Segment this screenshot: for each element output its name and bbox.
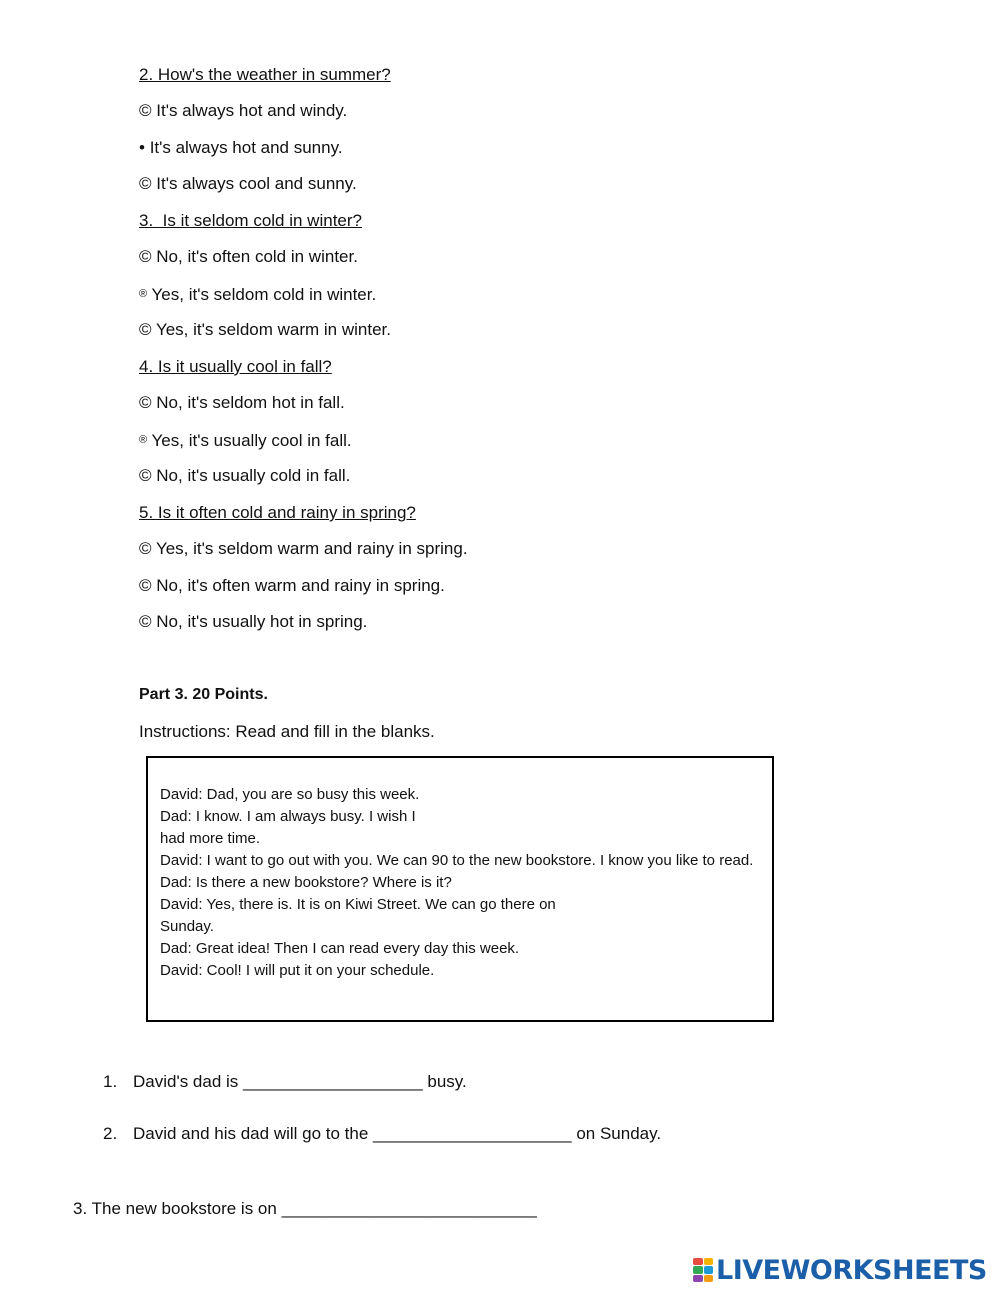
dialogue-line: Dad: Is there a new bookstore? Where is it? — [160, 874, 452, 891]
part3-instructions: Instructions: Read and fill in the blanks. — [139, 722, 435, 741]
option-2c[interactable]: © It's always cool and sunny. — [139, 174, 357, 193]
option-marker: © — [139, 539, 152, 558]
option-2a[interactable]: © It's always hot and windy. — [139, 101, 348, 120]
blank-input-2[interactable]: _____________________ — [373, 1124, 572, 1143]
fill-item-1: 1. David's dad is ___________________ busy. — [103, 1072, 467, 1091]
option-marker: © — [139, 101, 152, 120]
dialogue-line: David: Cool! I will put it on your schedule. — [160, 962, 435, 979]
dialogue-line: David: Yes, there is. It is on Kiwi Street. We can go there on — [160, 896, 556, 913]
dialogue-box — [146, 756, 774, 1022]
option-4a[interactable]: © No, it's seldom hot in fall. — [139, 393, 345, 412]
question-3: 3. Is it seldom cold in winter? — [139, 211, 362, 230]
liveworksheets-logo — [693, 1254, 987, 1286]
option-4b[interactable]: ® Yes, it's usually cool in fall. — [139, 431, 352, 450]
dialogue-line: David: I want to go out with you. We can 90 to the new bookstore. I know you like to read. — [160, 852, 754, 869]
option-4c[interactable]: © No, it's usually cold in fall. — [139, 466, 351, 485]
option-marker: © — [139, 393, 152, 412]
dialogue-line: Sunday. — [160, 918, 214, 935]
question-4: 4. Is it usually cool in fall? — [139, 357, 332, 376]
option-marker: © — [139, 612, 152, 631]
option-3a[interactable]: © No, it's often cold in winter. — [139, 247, 358, 266]
option-marker: ® — [139, 434, 148, 446]
question-5: 5. Is it often cold and rainy in spring? — [139, 503, 416, 522]
part3-heading: Part 3. 20 Points. — [139, 686, 268, 703]
logo-mark-icon — [693, 1258, 713, 1282]
option-marker: © — [139, 174, 152, 193]
option-marker: • — [139, 138, 145, 157]
question-2: 2. How's the weather in summer? — [139, 65, 391, 84]
option-marker: © — [139, 576, 152, 595]
item-number: 3. — [73, 1199, 88, 1218]
fill-item-3: 3. The new bookstore is on ___________________________ — [73, 1199, 537, 1218]
option-marker: © — [139, 247, 152, 266]
dialogue-line: had more time. — [160, 830, 261, 847]
item-number: 2. — [103, 1124, 118, 1143]
option-marker: © — [139, 466, 152, 485]
brand-name: LIVEWORKSHEETS — [716, 1254, 987, 1286]
blank-input-3[interactable]: ___________________________ — [281, 1199, 537, 1218]
option-marker: © — [139, 320, 152, 339]
option-5a[interactable]: © Yes, it's seldom warm and rainy in spring. — [139, 539, 468, 558]
item-number: 1. — [103, 1072, 118, 1091]
option-3b[interactable]: ® Yes, it's seldom cold in winter. — [139, 285, 377, 304]
blank-input-1[interactable]: ___________________ — [243, 1072, 423, 1091]
option-5c[interactable]: © No, it's usually hot in spring. — [139, 612, 368, 631]
option-marker: ® — [139, 288, 148, 300]
option-5b[interactable]: © No, it's often warm and rainy in spring. — [139, 576, 445, 595]
dialogue-text — [160, 784, 766, 982]
dialogue-line: David: Dad, you are so busy this week. — [160, 786, 420, 803]
dialogue-line: Dad: Great idea! Then I can read every day this week. — [160, 940, 520, 957]
option-2b[interactable]: • It's always hot and sunny. — [139, 138, 343, 157]
fill-item-2: 2. David and his dad will go to the _____________________ on Sunday. — [103, 1124, 662, 1143]
option-3c[interactable]: © Yes, it's seldom warm in winter. — [139, 320, 391, 339]
dialogue-line: Dad: I know. I am always busy. I wish I — [160, 808, 416, 825]
